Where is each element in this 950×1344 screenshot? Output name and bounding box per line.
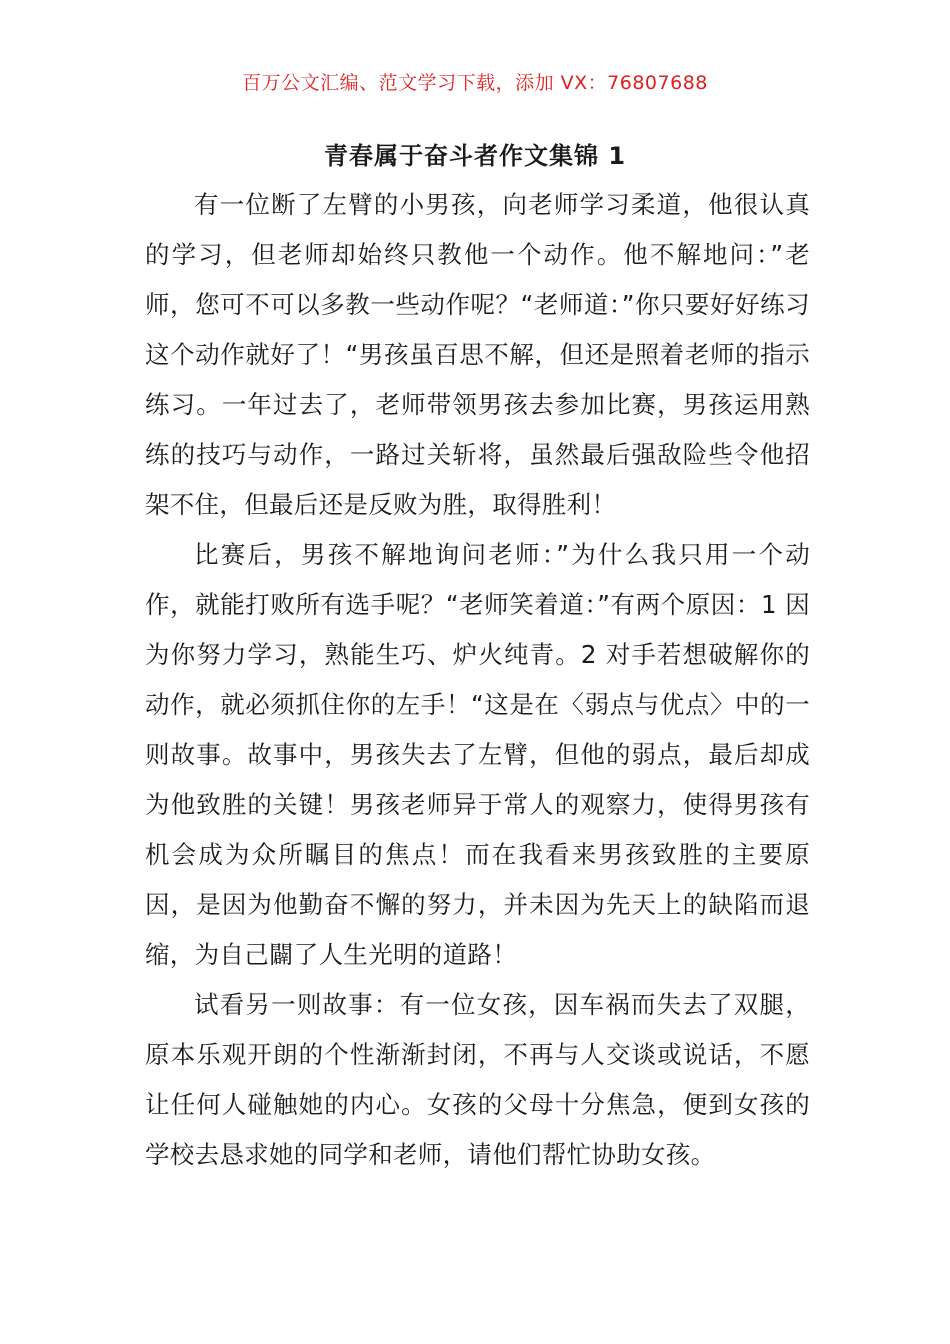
body-paragraph: 试看另一则故事：有一位女孩，因车祸而失去了双腿，原本乐观开朗的个性渐渐封闭，不再与人交谈或说话，不愿让任何人碰触她的内心。女孩的父母十分焦急，便到女孩的学校去恳求她的同学和老师，请他们帮忙协助女孩。 <box>145 990 810 1169</box>
document-body <box>145 180 810 1180</box>
header-watermark-note: 百万公文汇编、范文学习下载，添加 VX：76807688 <box>242 72 708 94</box>
body-paragraph: 比赛后，男孩不解地询问老师：”为什么我只用一个动作，就能打败所有选手呢？“老师笑着道：”有两个原因：1 因为你努力学习，熟能生巧、炉火纯青。2 对手若想破解你的动作，就必须抓住你的左手！“这是在〈弱点与优点〉中的一则故事。故事中，男孩失去了左臂，但他的弱点，最后却成为他致胜的关键！男孩老师异于常人的观察力，使得男孩有机会成为众所瞩目的焦点！而在我看来男孩致胜的主要原因，是因为他勤奋不懈的努力，并未因为先天上的缺陷而退缩，为自己闢了人生光明的道路！ <box>145 540 810 969</box>
document-title: 青春属于奋斗者作文集锦 1 <box>323 142 627 170</box>
body-paragraph: 有一位断了左臂的小男孩，向老师学习柔道，他很认真的学习，但老师却始终只教他一个动作。他不解地问：”老师，您可不可以多教一些动作呢？“老师道：”你只要好好练习这个动作就好了！“男孩虽百思不解，但还是照着老师的指示练习。一年过去了，老师带领男孩去参加比赛，男孩运用熟练的技巧与动作，一路过关斩将，虽然最后强敌险些令他招架不住，但最后还是反败为胜，取得胜利！ <box>145 190 810 519</box>
